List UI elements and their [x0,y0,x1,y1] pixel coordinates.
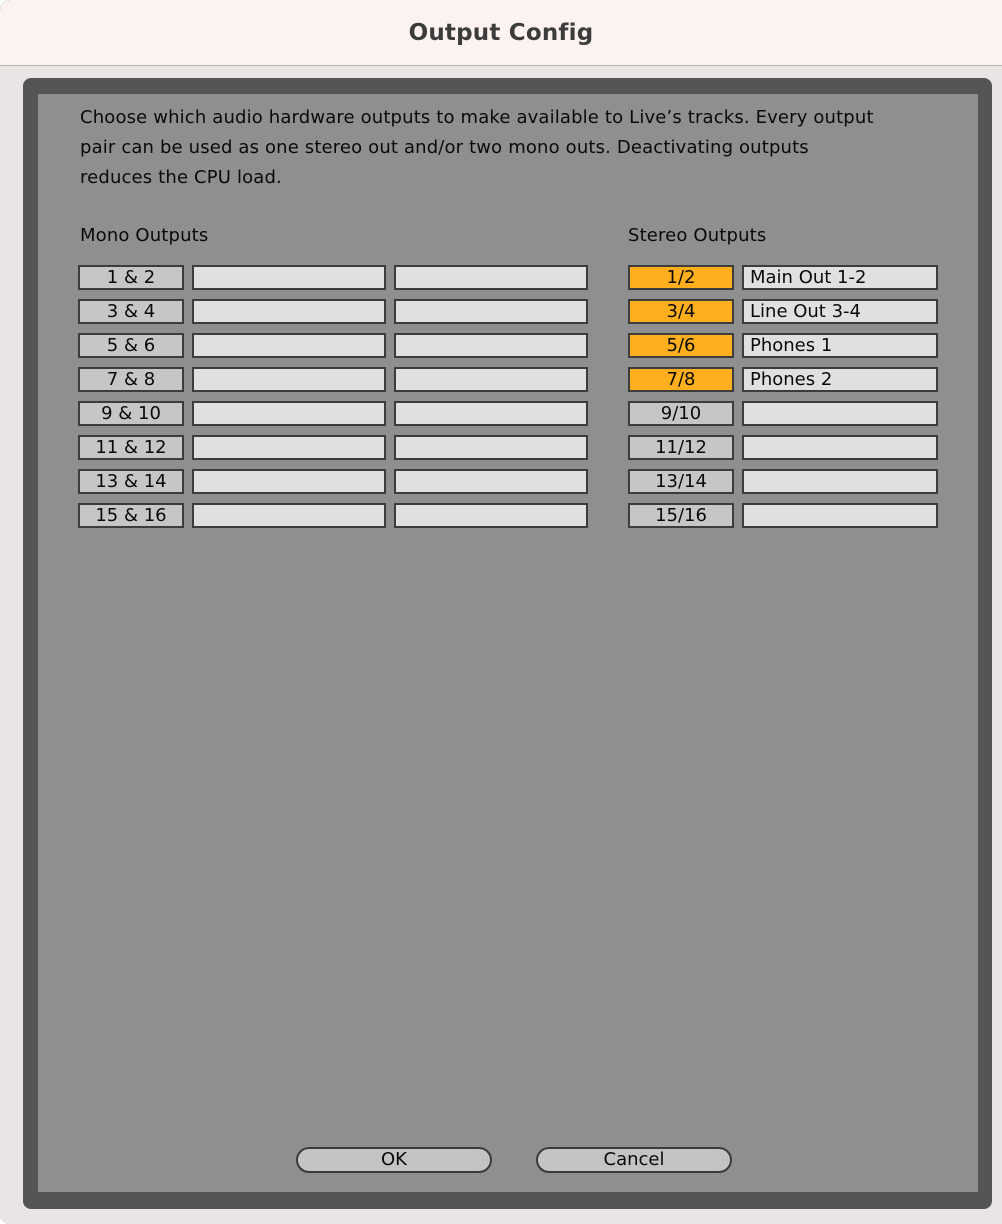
stereo-pair-toggle[interactable]: 11/12 [628,435,734,460]
mono-left-name-field[interactable] [192,367,386,392]
mono-pair-toggle[interactable]: 13 & 14 [78,469,184,494]
description-text [80,103,940,193]
stereo-pair-toggle[interactable]: 3/4 [628,299,734,324]
mono-left-name-field[interactable] [192,299,386,324]
stereo-name-field[interactable] [742,503,938,528]
mono-right-name-field[interactable] [394,469,588,494]
mono-pair-toggle[interactable]: 11 & 12 [78,435,184,460]
mono-right-name-field[interactable] [394,503,588,528]
description-line: Choose which audio hardware outputs to make available to Live’s tracks. Every output [80,107,874,128]
mono-left-name-field[interactable] [192,265,386,290]
ok-button[interactable]: OK [296,1147,492,1173]
mono-left-name-field[interactable] [192,469,386,494]
mono-right-name-field[interactable] [394,333,588,358]
stereo-pair-toggle[interactable]: 9/10 [628,401,734,426]
description-line: pair can be used as one stereo out and/or two mono outs. Deactivating outputs [80,137,809,158]
stereo-pair-toggle[interactable]: 13/14 [628,469,734,494]
mono-outputs-label: Mono Outputs [80,225,209,246]
mono-pair-toggle[interactable]: 5 & 6 [78,333,184,358]
mono-right-name-field[interactable] [394,367,588,392]
stereo-name-field[interactable] [742,435,938,460]
mono-pair-toggle[interactable]: 3 & 4 [78,299,184,324]
stereo-outputs-label: Stereo Outputs [628,225,767,246]
cancel-button[interactable]: Cancel [536,1147,732,1173]
mono-right-name-field[interactable] [394,401,588,426]
stereo-pair-toggle[interactable]: 1/2 [628,265,734,290]
mono-left-name-field[interactable] [192,401,386,426]
mono-left-name-field[interactable] [192,503,386,528]
mono-pair-toggle[interactable]: 15 & 16 [78,503,184,528]
stereo-pair-toggle[interactable]: 7/8 [628,367,734,392]
mono-left-name-field[interactable] [192,333,386,358]
title-bar[interactable] [0,0,1002,66]
mono-pair-toggle[interactable]: 9 & 10 [78,401,184,426]
stereo-name-field[interactable]: Line Out 3-4 [742,299,938,324]
description-line: reduces the CPU load. [80,167,282,188]
mono-left-name-field[interactable] [192,435,386,460]
mono-right-name-field[interactable] [394,435,588,460]
mono-right-name-field[interactable] [394,265,588,290]
mono-pair-toggle[interactable]: 7 & 8 [78,367,184,392]
window-title: Output Config [408,20,594,46]
stereo-pair-toggle[interactable]: 5/6 [628,333,734,358]
stereo-name-field[interactable] [742,401,938,426]
dialog-panel [38,94,978,1192]
stereo-pair-toggle[interactable]: 15/16 [628,503,734,528]
stereo-name-field[interactable]: Phones 1 [742,333,938,358]
stereo-name-field[interactable] [742,469,938,494]
stereo-name-field[interactable]: Phones 2 [742,367,938,392]
mono-right-name-field[interactable] [394,299,588,324]
stereo-name-field[interactable]: Main Out 1-2 [742,265,938,290]
mono-pair-toggle[interactable]: 1 & 2 [78,265,184,290]
